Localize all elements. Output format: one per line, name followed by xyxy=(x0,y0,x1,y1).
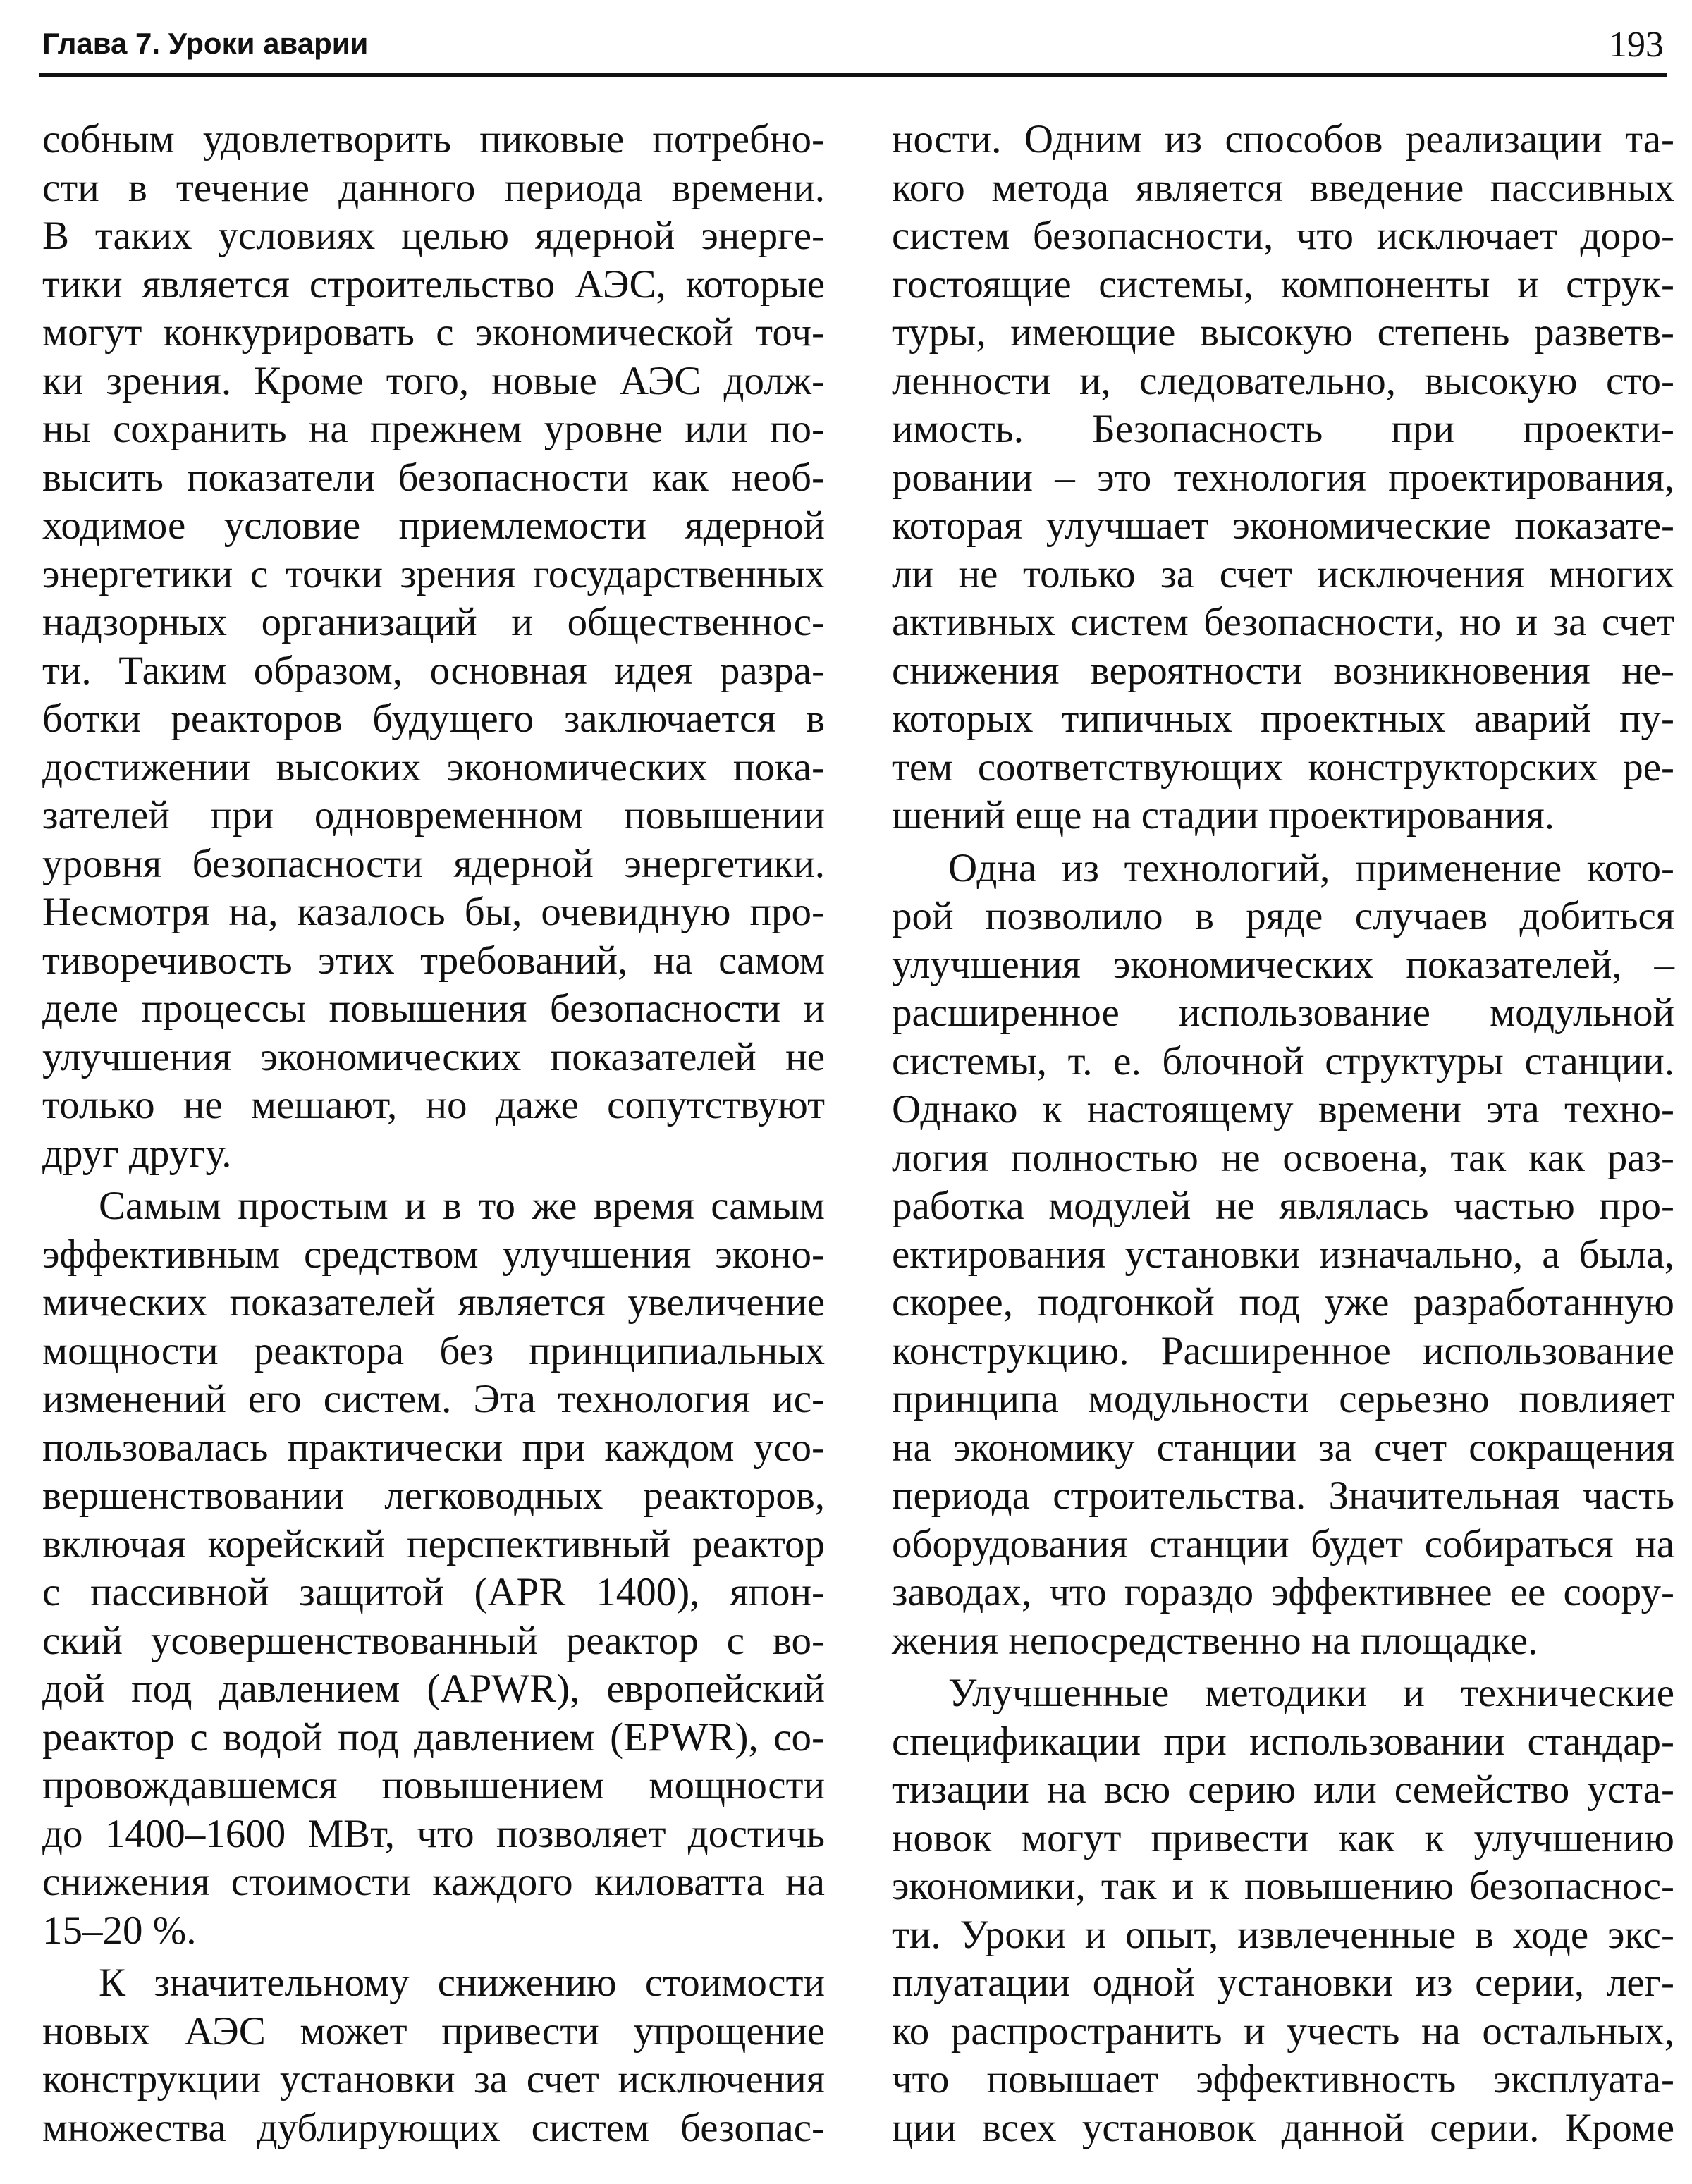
text-line: реактор с водой под давлением (EPWR), со- xyxy=(42,1714,825,1760)
text-line: уровня безопасности ядерной энергетики. xyxy=(42,841,825,886)
text-line: ский усовершенствованный реактор с во- xyxy=(42,1618,825,1663)
text-line: системы, т. е. блочной структуры станции. xyxy=(892,1038,1674,1084)
text-line: экономики, так и к повышению безопаснос- xyxy=(892,1864,1674,1908)
text-line: 15–20 %. xyxy=(42,1908,197,1953)
text-line: конструкцию. Расширенное использование xyxy=(892,1328,1674,1373)
text-line: ленности и, следовательно, высокую сто- xyxy=(892,358,1674,403)
text-line: тизации на всю серию или семейство уста- xyxy=(892,1767,1674,1812)
text-line: имость. Безопасность при проекти- xyxy=(892,407,1674,451)
paragraph xyxy=(892,116,1674,840)
text-line: гостоящие системы, компоненты и струк- xyxy=(892,262,1674,307)
text-line: снижения стоимости каждого киловатта на xyxy=(42,1860,825,1904)
text-line: ности. Одним из способов реализации та- xyxy=(892,117,1674,161)
text-line: новок могут привести как к улучшению xyxy=(892,1815,1674,1860)
text-line: до 1400–1600 МВт, что позволяет достичь xyxy=(42,1811,825,1856)
text-line: заводах, что гораздо эффективнее ее соору- xyxy=(892,1570,1674,1614)
text-line: В таких условиях целью ядерной энерге- xyxy=(42,214,825,258)
text-line: могут конкурировать с экономической точ- xyxy=(42,310,825,355)
text-line: с пассивной защитой (APR 1400), япон- xyxy=(42,1570,825,1614)
text-line: вершенствовании легководных реакторов, xyxy=(42,1473,825,1518)
text-line: друг другу. xyxy=(42,1131,232,1176)
text-line: улучшения экономических показателей, – xyxy=(892,942,1674,987)
text-line: улучшения экономических показателей не xyxy=(42,1034,825,1079)
text-line: собным удовлетворить пиковые потребно- xyxy=(42,117,825,161)
text-line: снижения вероятности возникновения не- xyxy=(892,648,1674,693)
text-line: на экономику станции за счет сокращения xyxy=(892,1425,1674,1470)
text-line: мических показателей является увеличение xyxy=(42,1280,825,1325)
text-line: достижении высоких экономических пока- xyxy=(42,744,825,790)
text-line: К значительному снижению стоимости xyxy=(99,1961,825,2005)
text-line: ны сохранить на прежнем уровне или по- xyxy=(42,407,825,451)
running-header-chapter: Глава 7. Уроки аварии xyxy=(42,27,369,60)
text-line: жения непосредственно на площадке. xyxy=(892,1618,1538,1663)
text-line: активных систем безопасности, но и за счет xyxy=(892,600,1674,644)
text-line: работка модулей не являлась частью про- xyxy=(892,1184,1674,1228)
paragraph xyxy=(892,845,1674,1666)
text-line: логия полностью не освоена, так как раз- xyxy=(892,1135,1674,1180)
text-line: только не мешают, но даже сопутствуют xyxy=(42,1083,825,1127)
text-line: шений еще на стадии проектирования. xyxy=(892,793,1555,838)
text-line: плуатации одной установки из серии, лег- xyxy=(892,1961,1674,2005)
text-line: скорее, подгонкой под уже разработанную xyxy=(892,1280,1674,1325)
text-line: ти. Уроки и опыт, извлеченные в ходе экс- xyxy=(892,1912,1674,1957)
text-line: мощности реактора без принципиальных xyxy=(42,1328,825,1373)
text-line: систем безопасности, что исключает доро- xyxy=(892,214,1674,258)
text-line: Улучшенные методики и технические xyxy=(948,1671,1674,1715)
text-line: туры, имеющие высокую степень разветв- xyxy=(892,310,1674,355)
text-line: кого метода является введение пассивных xyxy=(892,165,1674,210)
text-line: деле процессы повышения безопасности и xyxy=(42,986,825,1031)
paragraph xyxy=(892,1669,1674,2152)
text-line: тиворечивость этих требований, на самом xyxy=(42,938,825,983)
text-line: ко распространить и учесть на остальных, xyxy=(892,2008,1674,2054)
text-line: эффективным средством улучшения эконо- xyxy=(42,1232,825,1277)
text-line: ровании – это технология проектирования, xyxy=(892,455,1674,500)
left-column xyxy=(42,116,825,2157)
text-line: Одна из технологий, применение кото- xyxy=(948,845,1674,890)
text-line: конструкции установки за счет исключения xyxy=(42,2057,825,2102)
text-line: новых АЭС может привести упрощение xyxy=(42,2008,825,2054)
right-column xyxy=(892,116,1674,2157)
text-line: которых типичных проектных аварий пу- xyxy=(892,697,1674,741)
text-line: ции всех установок данной серии. Кроме xyxy=(892,2105,1674,2150)
text-line: ектирования установки изначально, а была, xyxy=(892,1232,1674,1277)
text-line: провождавшемся повышением мощности xyxy=(42,1763,825,1808)
text-line: энергетики с точки зрения государственных xyxy=(42,551,825,596)
text-line: что повышает эффективность эксплуата- xyxy=(892,2057,1674,2102)
text-line: тики является строительство АЭС, которые xyxy=(42,262,825,307)
paragraph xyxy=(42,1182,825,1955)
text-line: множества дублирующих систем безопас- xyxy=(42,2105,825,2150)
text-line: надзорных организаций и общественнос- xyxy=(42,600,825,644)
text-line: пользовалась практически при каждом усо- xyxy=(42,1425,825,1470)
page-number: 193 xyxy=(1609,25,1664,65)
text-line: ходимое условие приемлемости ядерной xyxy=(42,503,825,548)
text-line: Несмотря на, казалось бы, очевидную про- xyxy=(42,890,825,934)
text-line: Самым простым и в то же время самым xyxy=(99,1184,825,1228)
text-line: зателей при одновременном повышении xyxy=(42,793,825,838)
text-line: включая корейский перспективный реактор xyxy=(42,1521,825,1566)
text-line: ки зрения. Кроме того, новые АЭС долж- xyxy=(42,358,825,403)
text-line: высить показатели безопасности как необ- xyxy=(42,455,825,500)
text-line: рой позволило в ряде случаев добиться xyxy=(892,894,1674,938)
text-line: принципа модульности серьезно повлияет xyxy=(892,1377,1674,1421)
text-line: периода строительства. Значительная часть xyxy=(892,1473,1674,1518)
header-rule xyxy=(39,73,1667,77)
text-line: оборудования станции будет собираться на xyxy=(892,1521,1674,1566)
text-line: расширенное использование модульной xyxy=(892,990,1674,1035)
text-line: дой под давлением (APWR), европейский xyxy=(42,1667,825,1711)
text-line: тем соответствующих конструкторских ре- xyxy=(892,744,1674,790)
text-line: ти. Таким образом, основная идея разра- xyxy=(42,648,825,693)
text-line: изменений его систем. Эта технология ис- xyxy=(42,1377,825,1421)
paragraph xyxy=(42,1959,825,2152)
text-line: ли не только за счет исключения многих xyxy=(892,551,1674,596)
text-line: Однако к настоящему времени эта техно- xyxy=(892,1087,1674,1131)
text-line: сти в течение данного периода времени. xyxy=(42,165,825,210)
paragraph xyxy=(42,116,825,1178)
text-line: которая улучшает экономические показате- xyxy=(892,503,1674,548)
text-line: спецификации при использовании стандар- xyxy=(892,1719,1674,1764)
text-line: ботки реакторов будущего заключается в xyxy=(42,697,825,741)
